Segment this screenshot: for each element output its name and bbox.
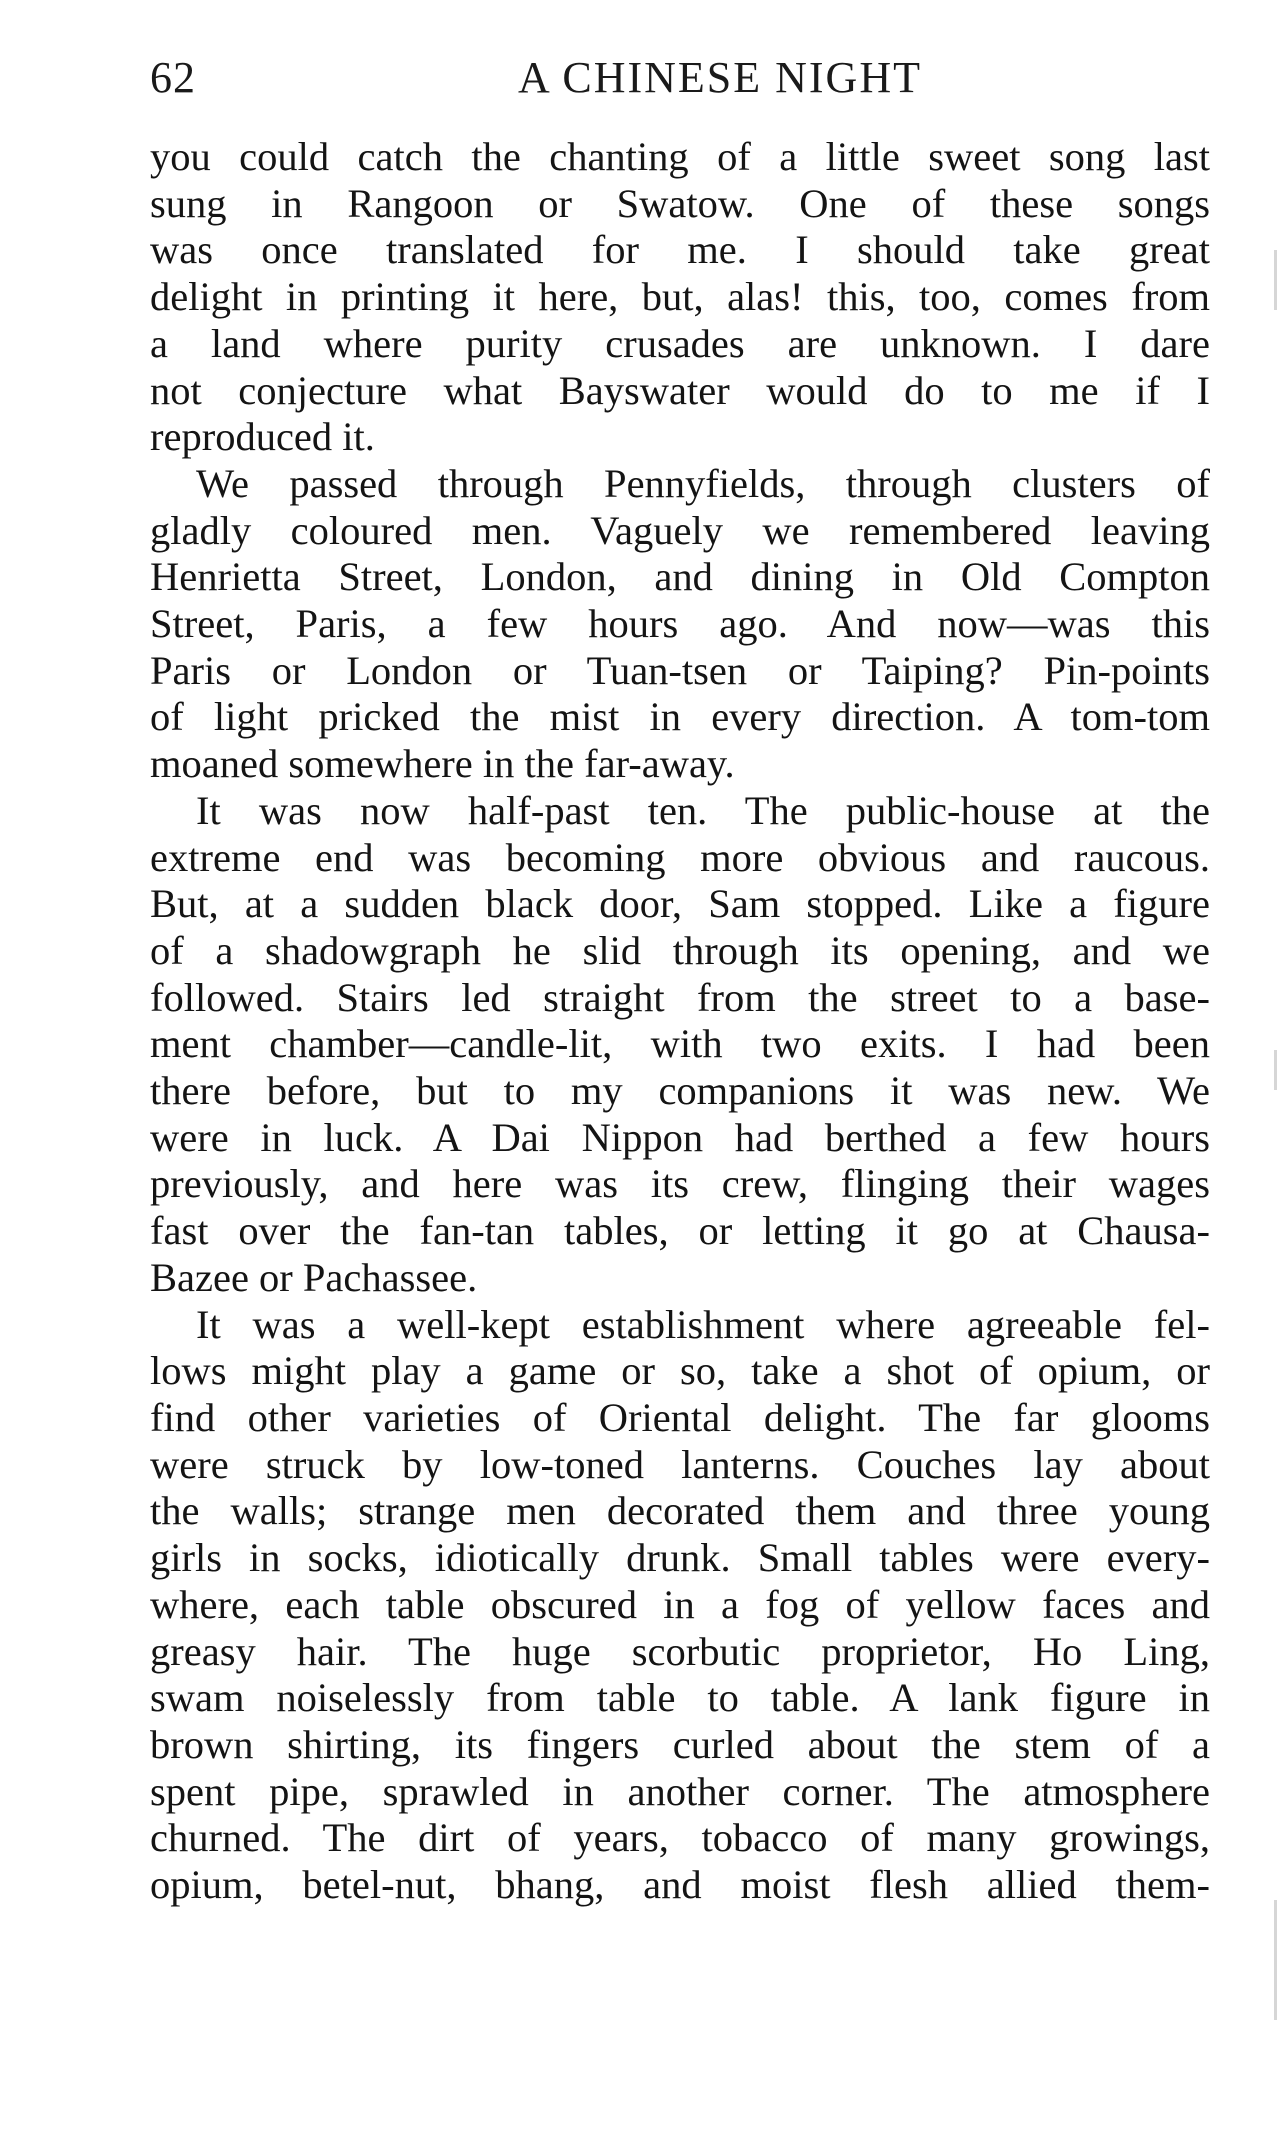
page-edge-speck (1274, 1900, 1277, 2020)
text-line: gladly coloured men. Vaguely we remembered leaving (150, 507, 1210, 553)
text-line: were struck by low-toned lanterns. Couches lay about (150, 1441, 1210, 1487)
paragraph-3 (150, 788, 1210, 1302)
paragraph-4 (150, 1302, 1210, 1909)
text-line: girls in socks, idiotically drunk. Small tables were every- (150, 1535, 1210, 1581)
text-line: It was a well-kept establishment where agreeable fel- (196, 1301, 1210, 1347)
text-line: fast over the fan-tan tables, or letting it go at Chausa- (150, 1208, 1210, 1254)
text-line: Paris or London or Tuan-tsen or Taiping? Pin-points (150, 647, 1210, 693)
text-line: brown shirting, its fingers curled about the stem of a (150, 1721, 1210, 1767)
text-line: previously, and here was its crew, flinging their wages (150, 1161, 1210, 1207)
text-line: there before, but to my companions it was new. We (150, 1068, 1210, 1114)
text-line: you could catch the chanting of a little sweet song last (150, 134, 1210, 179)
text-line: Henrietta Street, London, and dining in Old Compton (150, 554, 1210, 600)
text-line: of a shadowgraph he slid through its opening, and we (150, 927, 1210, 973)
text-line: moaned somewhere in the far-away. (150, 741, 735, 787)
text-line: greasy hair. The huge scorbutic proprietor, Ho Ling, (150, 1628, 1210, 1674)
text-line: But, at a sudden black door, Sam stopped. Like a figure (150, 881, 1210, 927)
page-edge-speck (1274, 250, 1277, 310)
body-text (150, 134, 1210, 1909)
text-line: delight in printing it here, but, alas! this, too, comes from (150, 274, 1210, 320)
text-line: were in luck. A Dai Nippon had berthed a few hours (150, 1114, 1210, 1160)
text-line: followed. Stairs led straight from the street to a base- (150, 974, 1210, 1020)
text-line: It was now half-past ten. The public-house at the (196, 787, 1210, 833)
text-line: opium, betel-nut, bhang, and moist flesh allied them- (150, 1862, 1210, 1908)
text-line: a land where purity crusades are unknown. I dare (150, 320, 1210, 366)
text-line: lows might play a game or so, take a shot of opium, or (150, 1348, 1210, 1394)
text-line: We passed through Pennyfields, through clusters of (196, 460, 1210, 506)
text-line: was once translated for me. I should take great (150, 227, 1210, 273)
running-head (150, 52, 1210, 112)
page-number: 62 (150, 53, 196, 102)
text-line: not conjecture what Bayswater would do to me if I (150, 367, 1210, 413)
paragraph-2 (150, 461, 1210, 788)
text-line: ment chamber—candle-lit, with two exits. I had been (150, 1021, 1210, 1067)
text-line: Street, Paris, a few hours ago. And now—was this (150, 601, 1210, 647)
paragraph-1 (150, 134, 1210, 461)
text-line: Bazee or Pachassee. (150, 1254, 478, 1300)
running-title: A CHINESE NIGHT (518, 53, 922, 102)
text-line: the walls; strange men decorated them and three young (150, 1488, 1210, 1534)
text-line: sung in Rangoon or Swatow. One of these songs (150, 180, 1210, 226)
text-line: where, each table obscured in a fog of yellow faces and (150, 1581, 1210, 1627)
text-line: of light pricked the mist in every direction. A tom-tom (150, 694, 1210, 740)
page-edge-speck (1274, 1050, 1277, 1090)
text-line: reproduced it. (150, 414, 375, 460)
text-line: find other varieties of Oriental delight. The far glooms (150, 1394, 1210, 1440)
text-line: churned. The dirt of years, tobacco of many growings, (150, 1815, 1210, 1861)
text-line: extreme end was becoming more obvious and raucous. (150, 834, 1210, 880)
text-line: swam noiselessly from table to table. A lank figure in (150, 1675, 1210, 1721)
text-line: spent pipe, sprawled in another corner. The atmosphere (150, 1768, 1210, 1814)
